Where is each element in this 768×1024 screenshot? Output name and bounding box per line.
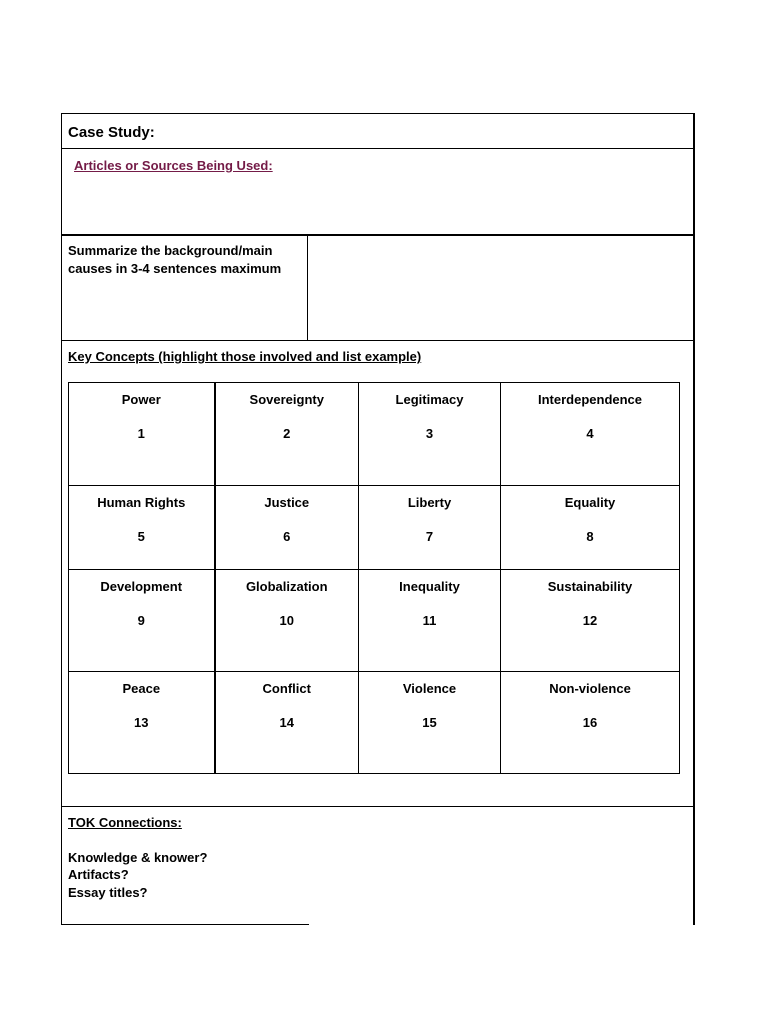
key-concepts-table <box>68 382 680 774</box>
concept-number: 4 <box>586 426 594 441</box>
tok-item-knowledge: Knowledge & knower? <box>68 850 208 865</box>
concept-cell-human-rights[interactable] <box>69 486 215 570</box>
concept-cell-liberty[interactable] <box>359 486 501 570</box>
concept-name: Inequality <box>399 579 460 594</box>
concept-number: 2 <box>283 426 291 441</box>
divider-sources <box>61 234 695 236</box>
frame-bottom-border <box>61 924 309 925</box>
concept-name: Sustainability <box>547 579 633 594</box>
concept-name: Non-violence <box>549 681 631 696</box>
case-study-title: Case Study: <box>68 124 155 141</box>
concept-name: Violence <box>402 681 457 696</box>
sources-label[interactable]: Articles or Sources Being Used: <box>74 158 273 173</box>
concept-name: Equality <box>564 495 616 510</box>
concept-cell-sovereignty[interactable] <box>215 383 359 486</box>
concept-name: Legitimacy <box>395 392 464 407</box>
concept-cell-interdependence[interactable] <box>501 383 680 486</box>
concept-number: 16 <box>582 715 598 730</box>
concept-cell-equality[interactable] <box>501 486 680 570</box>
concept-name: Interdependence <box>537 392 643 407</box>
concept-cell-development[interactable] <box>69 570 215 672</box>
concept-cell-inequality[interactable] <box>359 570 501 672</box>
concept-name: Justice <box>264 495 310 510</box>
divider-case-study <box>61 148 695 149</box>
concept-name: Globalization <box>245 579 328 594</box>
concept-number: 5 <box>137 529 145 544</box>
concept-name: Development <box>100 579 183 594</box>
concept-name: Peace <box>122 681 161 696</box>
concept-cell-justice[interactable] <box>215 486 359 570</box>
concept-name: Sovereignty <box>249 392 324 407</box>
summary-prompt-line2: causes in 3-4 sentences maximum <box>68 261 282 276</box>
concept-cell-globalization[interactable] <box>215 570 359 672</box>
concept-cell-legitimacy[interactable] <box>359 383 501 486</box>
concept-number: 12 <box>582 613 598 628</box>
concept-name: Human Rights <box>97 495 186 510</box>
concept-number: 7 <box>425 529 434 544</box>
concept-number: 1 <box>137 426 145 441</box>
summary-column-divider <box>307 235 308 341</box>
concept-cell-violence[interactable] <box>359 672 501 774</box>
concept-cell-power[interactable] <box>69 383 215 486</box>
concept-number: 8 <box>586 529 594 544</box>
concept-name: Liberty <box>407 495 452 510</box>
concept-number: 10 <box>279 613 294 628</box>
concept-number: 13 <box>134 715 149 730</box>
frame-top-border <box>61 113 695 114</box>
concept-number: 14 <box>279 715 294 730</box>
tok-heading: TOK Connections: <box>68 815 182 830</box>
summary-prompt-line1: Summarize the background/main <box>68 243 273 258</box>
divider-key-concepts <box>61 806 695 807</box>
concept-name: Power <box>121 392 161 407</box>
concept-number: 11 <box>422 613 437 628</box>
divider-summary <box>61 340 695 341</box>
concept-cell-conflict[interactable] <box>215 672 359 774</box>
concept-cell-peace[interactable] <box>69 672 215 774</box>
concept-number: 9 <box>137 613 145 628</box>
concept-number: 15 <box>422 715 437 730</box>
concept-name: Conflict <box>262 681 311 696</box>
concept-number: 3 <box>425 426 434 441</box>
concept-cell-sustainability[interactable] <box>501 570 680 672</box>
concept-cell-non-violence[interactable] <box>501 672 680 774</box>
concept-number: 6 <box>283 529 291 544</box>
key-concepts-heading: Key Concepts (highlight those involved and list example) <box>68 349 422 364</box>
tok-item-essay-titles: Essay titles? <box>68 885 148 900</box>
tok-item-artifacts: Artifacts? <box>68 867 129 882</box>
